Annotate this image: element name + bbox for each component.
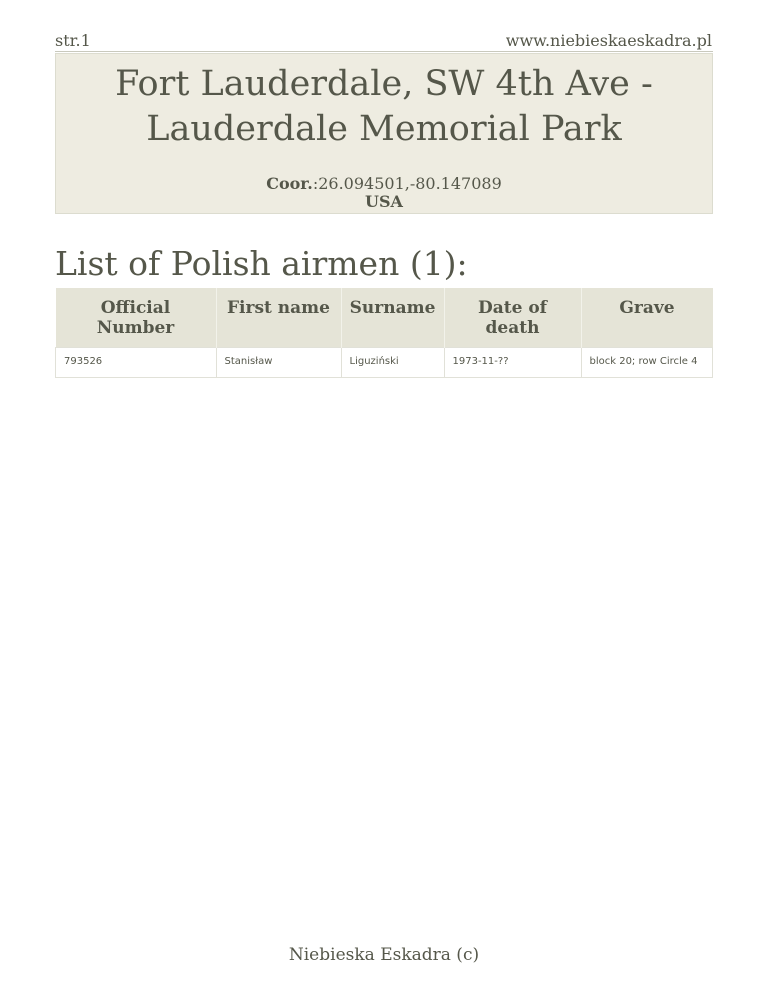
cell-grave: block 20; row Circle 4 xyxy=(581,348,713,378)
location-title-line2: Lauderdale Memorial Park xyxy=(146,109,622,149)
table-row xyxy=(56,348,713,378)
section-title: List of Polish airmen (1): xyxy=(55,244,468,283)
coordinates-label: Coor. xyxy=(266,174,313,193)
country: USA xyxy=(365,192,403,211)
header-official-number: Official Number xyxy=(56,288,217,348)
table-header-row xyxy=(56,288,713,348)
footer: Niebieska Eskadra (c) xyxy=(288,945,480,965)
location-header xyxy=(55,53,713,214)
header-date-of-death: Date of death xyxy=(444,288,581,348)
location-title-line1: Fort Lauderdale, SW 4th Ave - xyxy=(115,64,653,104)
cell-first-name: Stanisław xyxy=(216,348,341,378)
location-title xyxy=(56,62,712,152)
coordinates xyxy=(56,174,712,193)
cell-date-of-death: 1973-11-?? xyxy=(444,348,581,378)
header-surname: Surname xyxy=(341,288,444,348)
airmen-table xyxy=(55,288,713,378)
website-link[interactable]: www.niebieskaeskadra.pl xyxy=(505,31,712,50)
header-grave: Grave xyxy=(581,288,713,348)
cell-surname: Liguziński xyxy=(341,348,444,378)
header-first-name: First name xyxy=(216,288,341,348)
header-divider xyxy=(55,51,713,52)
coordinates-value: :26.094501,-80.147089 xyxy=(312,174,502,193)
page-number: str.1 xyxy=(55,31,91,50)
cell-official-number: 793526 xyxy=(56,348,217,378)
